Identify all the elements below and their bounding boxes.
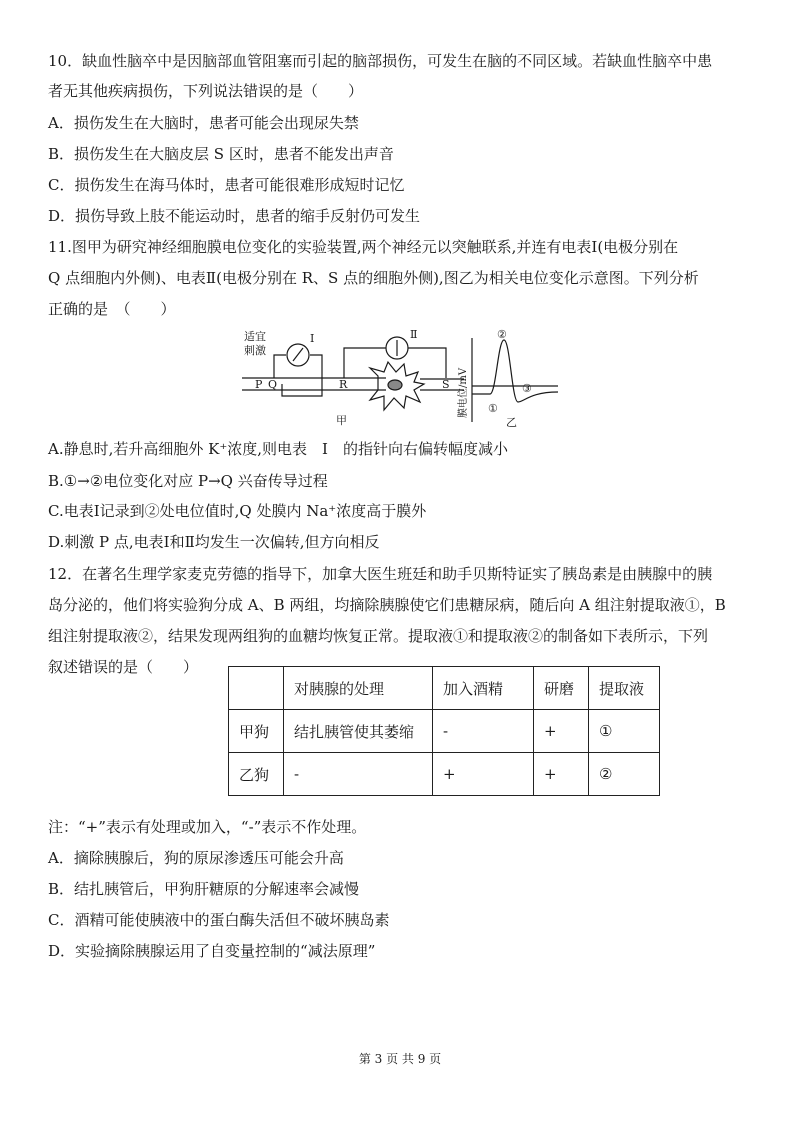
table-header-row — [229, 667, 660, 710]
q10-option-c: C．损伤发生在海马体时，患者可能很难形成短时记忆 — [48, 176, 405, 194]
table-header-cell: 加入酒精 — [433, 667, 534, 710]
table-cell: 乙狗 — [229, 753, 284, 796]
q12-option-b: B．结扎胰管后，甲狗肝糖原的分解速率会减慢 — [48, 880, 360, 898]
q12-table-note: 注：“+”表示有处理或加入，“-”表示不作处理。 — [48, 818, 367, 836]
q12-stem-line4: 叙述错误的是（ ） — [48, 658, 199, 676]
mark-2: ② — [497, 328, 507, 341]
point-p-label: P — [255, 378, 263, 391]
q12-option-c: C．酒精可能使胰液中的蛋白酶失活但不破坏胰岛素 — [48, 911, 390, 929]
table-row — [229, 753, 660, 796]
table-cell: 甲狗 — [229, 710, 284, 753]
table-cell: ② — [589, 753, 660, 796]
q10-stem-line2: 者无其他疾病损伤，下列说法错误的是（ ） — [48, 82, 364, 100]
table-header-cell: 研磨 — [534, 667, 589, 710]
q12-stem-line2: 岛分泌的，他们将实验狗分成 A、B 两组，均摘除胰腺使它们患糖尿病，随后向 A 组注射提取液①，B — [48, 596, 726, 614]
caption-yi: 乙 — [506, 416, 517, 429]
q11-stem-line3: 正确的是 （ ） — [48, 300, 176, 318]
action-potential-curve — [472, 340, 558, 402]
q11-stem-line2: Q 点细胞内外侧)、电表Ⅱ(电极分别在 R、S 点的细胞外侧),图乙为相关电位变化示意图。下列分析 — [48, 269, 699, 287]
mark-3: ③ — [522, 382, 532, 395]
caption-jia: 甲 — [336, 414, 347, 427]
q11-option-c: C.电表Ⅰ记录到②处电位值时,Q 处膜内 Na⁺浓度高于膜外 — [48, 502, 427, 520]
table-cell: 结扎胰管使其萎缩 — [284, 710, 433, 753]
point-r-label: R — [339, 378, 348, 391]
graph-y-axis-label: 膜电位/mV — [458, 367, 469, 418]
page-number-footer: 第 3 页 共 9 页 — [358, 1052, 442, 1066]
table-row — [229, 710, 660, 753]
stim-label-2: 刺激 — [244, 344, 266, 357]
q11-option-a: A.静息时,若升高细胞外 K⁺浓度,则电表 Ⅰ 的指针向右偏转幅度减小 — [48, 440, 508, 458]
meter-2-label: Ⅱ — [410, 328, 418, 341]
q10-option-b: B．损伤发生在大脑皮层 S 区时，患者不能发出声音 — [48, 145, 394, 163]
q12-stem-line1: 12．在著名生理学家麦克劳德的指导下，加拿大医生班廷和助手贝斯特证实了胰岛素是由胰腺中的胰 — [48, 565, 713, 583]
neuron-nucleus — [388, 380, 402, 390]
q12-option-d: D．实验摘除胰腺运用了自变量控制的“减法原理” — [48, 942, 376, 960]
table-header-cell: 提取液 — [589, 667, 660, 710]
q10-option-a: A．损伤发生在大脑时，患者可能会出现尿失禁 — [48, 114, 359, 132]
table-cell: + — [433, 753, 534, 796]
table-cell: ① — [589, 710, 660, 753]
point-s-label: S — [442, 378, 450, 391]
table-header-cell: 对胰腺的处理 — [284, 667, 433, 710]
mark-1: ① — [488, 402, 498, 415]
q12-stem-line3: 组注射提取液②，结果发现两组狗的血糖均恢复正常。提取液①和提取液②的制备如下表所示，下列 — [48, 627, 709, 645]
table-cell: - — [284, 753, 433, 796]
neuron-experiment-diagram — [238, 326, 568, 434]
meter-1-label: Ⅰ — [310, 332, 315, 345]
q12-option-a: A．摘除胰腺后，狗的原尿渗透压可能会升高 — [48, 849, 344, 867]
table-cell: - — [433, 710, 534, 753]
q10-stem-line1: 10．缺血性脑卒中是因脑部血管阻塞而引起的脑部损伤，可发生在脑的不同区域。若缺血性脑卒中患 — [48, 52, 713, 70]
q11-option-d: D.刺激 P 点,电表Ⅰ和Ⅱ均发生一次偏转,但方向相反 — [48, 533, 380, 551]
stim-label-1: 适宜 — [244, 330, 266, 343]
q11-stem-line1: 11.图甲为研究神经细胞膜电位变化的实验装置,两个神经元以突触联系,并连有电表Ⅰ(电极分别在 — [48, 238, 679, 256]
table-cell: + — [534, 710, 589, 753]
q10-option-d: D．损伤导致上肢不能运动时，患者的缩手反射仍可发生 — [48, 207, 421, 225]
table-cell: + — [534, 753, 589, 796]
point-q-label: Q — [268, 378, 278, 391]
q11-option-b: B.①→②电位变化对应 P→Q 兴奋传导过程 — [48, 472, 328, 490]
extract-preparation-table — [228, 666, 660, 796]
table-header-cell — [229, 667, 284, 710]
